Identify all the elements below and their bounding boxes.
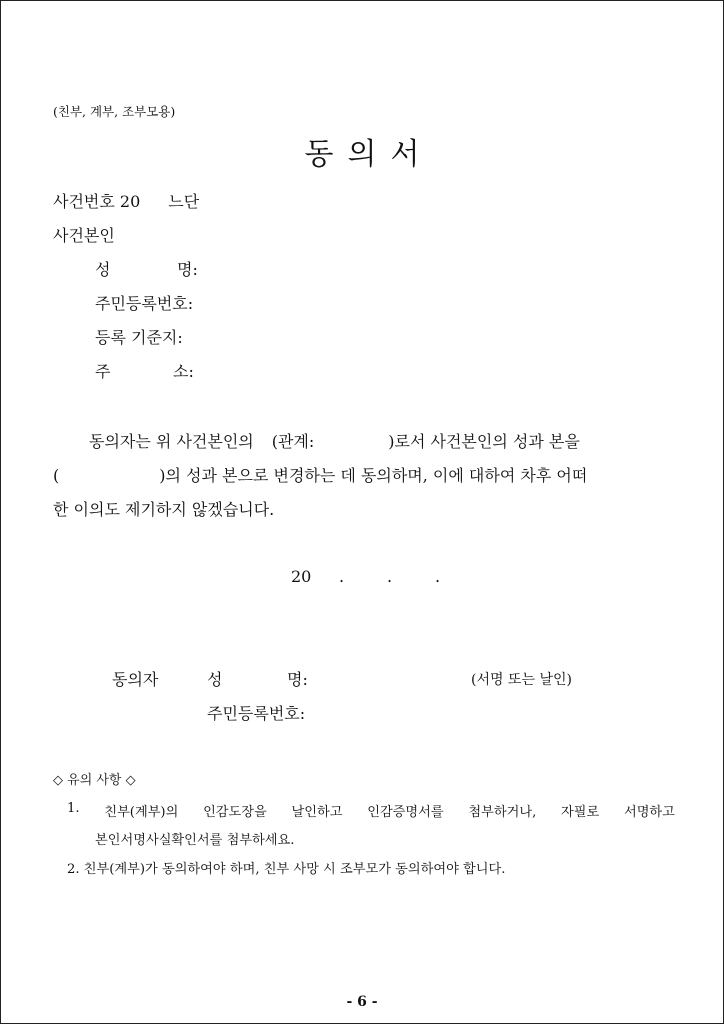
note1-word: 서명하고: [623, 805, 675, 820]
address-label-a: 주: [95, 362, 111, 381]
consenter-label: 동의자: [112, 670, 159, 689]
paragraph-text-1a: 동의자는 위 사건본인의: [89, 432, 254, 451]
subject-name-field: [95, 257, 198, 280]
subject-registry-base-field: 등록 기준지:: [95, 328, 183, 347]
paragraph-line-1: [53, 425, 673, 459]
address-label-b: 소:: [173, 362, 194, 381]
document-title: [1, 129, 723, 173]
date-sep-2: .: [387, 567, 393, 586]
case-number-suffix: 느단: [168, 192, 200, 211]
paragraph-line-2: [53, 459, 673, 493]
paragraph-line-3: 한 이의도 제기하지 않겠습니다.: [53, 500, 275, 519]
case-number-line: [53, 189, 199, 212]
note1-word: 인감도장을: [203, 805, 267, 820]
subject-rrn-field: 주민등록번호:: [95, 294, 194, 313]
name-label-b: 명:: [177, 260, 198, 279]
paragraph-text-2a: (: [53, 466, 60, 485]
title-char-1: 동: [304, 137, 334, 172]
note-item-1: [67, 801, 675, 820]
paragraph-text-1c: )로서 사건본인의 성과 본을: [388, 432, 580, 451]
seal-note: (서명 또는 날인): [471, 672, 572, 688]
note1-word: 인감증명서를: [367, 805, 444, 820]
note1-word: 자필로: [561, 805, 600, 820]
date-sep-1: .: [339, 567, 345, 586]
page-number: - 6 -: [346, 994, 378, 1010]
note1-word: 첨부하거나,: [468, 805, 537, 820]
date-line: [291, 567, 440, 586]
subject-address-field: [95, 359, 194, 382]
case-number-label: 사건번호 20: [53, 192, 141, 211]
form-type-note: (친부, 계부, 조부모용): [53, 104, 176, 119]
consent-paragraph: [53, 425, 673, 527]
subject-label: 사건본인: [53, 226, 115, 245]
consenter-name-b: 명:: [287, 670, 308, 689]
paragraph-text-2b: )의 성과 본으로 변경하는 데 동의하며, 이에 대하여 차후 어떠: [159, 466, 588, 485]
title-char-2: 의: [347, 137, 377, 172]
date-sep-3: .: [435, 567, 441, 586]
note1-word: 1.: [67, 801, 80, 816]
consenter-name-field: [207, 667, 308, 690]
name-label-a: 성: [95, 260, 111, 279]
date-year: 20: [291, 567, 312, 586]
note1-word: 날인하고: [291, 805, 343, 820]
note-item-1-continuation: 본인서명사실확인서를 첨부하세요.: [95, 833, 295, 848]
consenter-rrn-field: 주민등록번호:: [207, 704, 306, 723]
note1-word: 친부(계부)의: [104, 805, 179, 820]
consenter-name-a: 성: [207, 670, 223, 689]
relation-label: (관계:: [271, 432, 315, 451]
title-char-3: 서: [390, 137, 420, 172]
notes-heading: ◇ 유의 사항 ◇: [53, 773, 136, 788]
note-item-2: 2. 친부(계부)가 동의하여야 하며, 친부 사망 시 조부모가 동의하여야 합니다.: [67, 862, 506, 877]
